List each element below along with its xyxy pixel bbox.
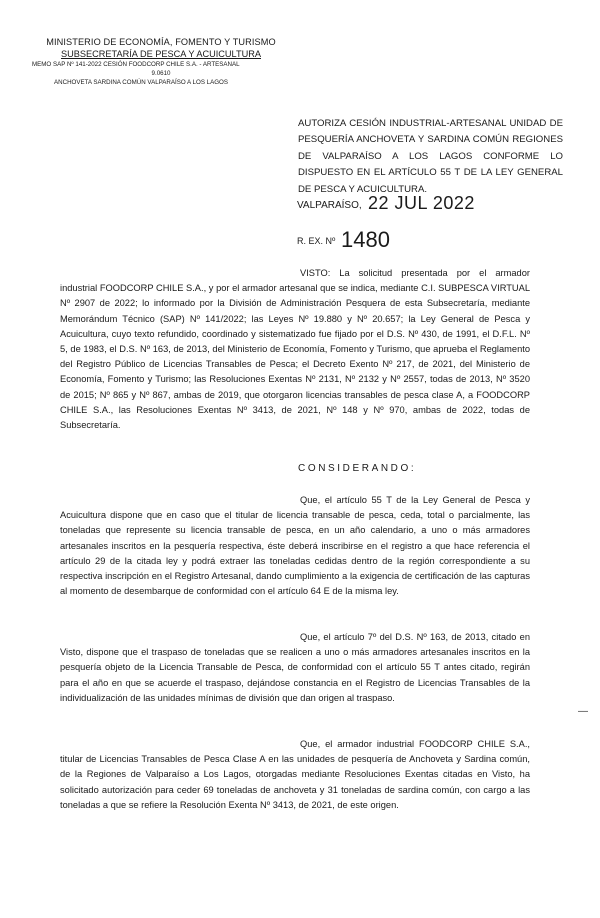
considerando-paragraph-3: Que, el armador industrial FOODCORP CHILE S.A., titular de Licencias Transables de Pesca Clase A en las unidades de pesquería de Anchoveta y Sardina común, de la Regiones de Valparaíso a Los Lagos, otorgadas mediante Resoluciones Exentas citadas en Visto, ha solicitado autorización para ceder 69 toneladas de anchoveta y 31 toneladas de sardina común, con cargo a las toneladas a que se refiere la Resolución Exenta Nº 3413, de 2021, de este origen. [60,739,530,810]
resolution-date-stamp: 22 JUL 2022 [368,193,475,213]
visto-paragraph: VISTO: La solicitud presentada por el armador industrial FOODCORP CHILE S.A., y por el armador artesanal que se indica, mediante C.I. SUBPESCA VIRTUAL Nº 2907 de 2022; lo informado por la División de Administración Pesquera de esta Subsecretaría, mediante Memorándum Técnico (SAP) Nº 141/2022; las Leyes Nº 19.880 y Nº 20.657; la Ley General de Pesca y Acuicultura, cuyo texto refundido, coordinado y sistematizado fue fijado por el D.S. Nº 430, de 1991, el D.F.L. Nº 5, de 1983, el D.S. Nº 163, de 2013, del Ministerio de Economía, Fomento y Turismo, que aprueba el Reglamento del Registro Público de Licencias Transables de Pesca; el Decreto Exento Nº 217, de 2021, del Ministerio de Economía, Fomento y Turismo; las Resoluciones Exentas Nº 2131, Nº 2132 y Nº 2557, todas de 2013, Nº 3520 de 2015; Nº 865 y Nº 867, ambas de 2019, que otorgaron licencias transables de pesca clase A, a FOODCORP CHILE S.A., las Resoluciones Exentas Nº 3413, de 2021, Nº 148 y Nº 970, ambas de 2022, todas de Subsecretaría. [60,268,530,431]
ministry-name: MINISTERIO DE ECONOMÍA, FOMENTO Y TURISMO [46,37,276,47]
resolution-label: R. EX. Nº [297,236,336,246]
place-label: VALPARAÍSO, [297,200,362,211]
file-code: 9.0610 [151,70,171,77]
resolution-summary: AUTORIZA CESIÓN INDUSTRIAL-ARTESANAL UNIDAD DE PESQUERÍA ANCHOVETA Y SARDINA COMÚN REGIONES DE VALPARAÍSO A LOS LAGOS CONFORME LO DISPUESTO EN EL ARTÍCULO 55 T DE LA LEY GENERAL DE PESCA Y ACUICULTURA. [298,118,563,195]
considerando-heading: CONSIDERANDO: [298,463,417,474]
resolution-number: 1480 [341,227,390,252]
considerando-paragraph-2: Que, el artículo 7º del D.S. Nº 163, de 2013, citado en Visto, dispone que el traspaso de toneladas que se realicen a uno o más armadores artesanales inscritos en la pesquería objeto de la Licencia Transable de Pesca, de conformidad con el artículo 55 T antes citado, regirán para el año en que se acuerde el traspaso, dejándose constancia en el Registro de Licencias Transables de la individualización de las unidades mínimas de división que dan origen al traspaso. [60,632,530,703]
margin-mark: — [578,706,588,717]
memo-reference: MEMO SAP Nº 141-2022 CESIÓN FOODCORP CHILE S.A. - ARTESANAL [32,61,240,68]
subsecretaria-name: SUBSECRETARÍA DE PESCA Y ACUICULTURA [61,49,261,59]
letterhead [32,36,286,87]
species-line: ANCHOVETA SARDINA COMÚN VALPARAÍSO A LOS LAGOS [54,79,228,86]
considerando-paragraph-1: Que, el artículo 55 T de la Ley General de Pesca y Acuicultura dispone que en caso que el titular de licencia transable de pesca, ceda, total o parcialmente, las toneladas que represente su licencia transable de pesca, en un año calendario, a uno o más armadores artesanales inscritos en la pesquería respectiva, éste deberá inscribirse en el registro a que hace referencia el artículo 29 de la citada ley y podrá extraer las toneladas cedidas dentro de la región correspondiente a su respectiva inscripción en el Registro Artesanal, dando cumplimiento a la exigencia de certificación de las capturas al momento de desembarque de conformidad con el artículo 64 E de la misma ley. [60,495,530,597]
